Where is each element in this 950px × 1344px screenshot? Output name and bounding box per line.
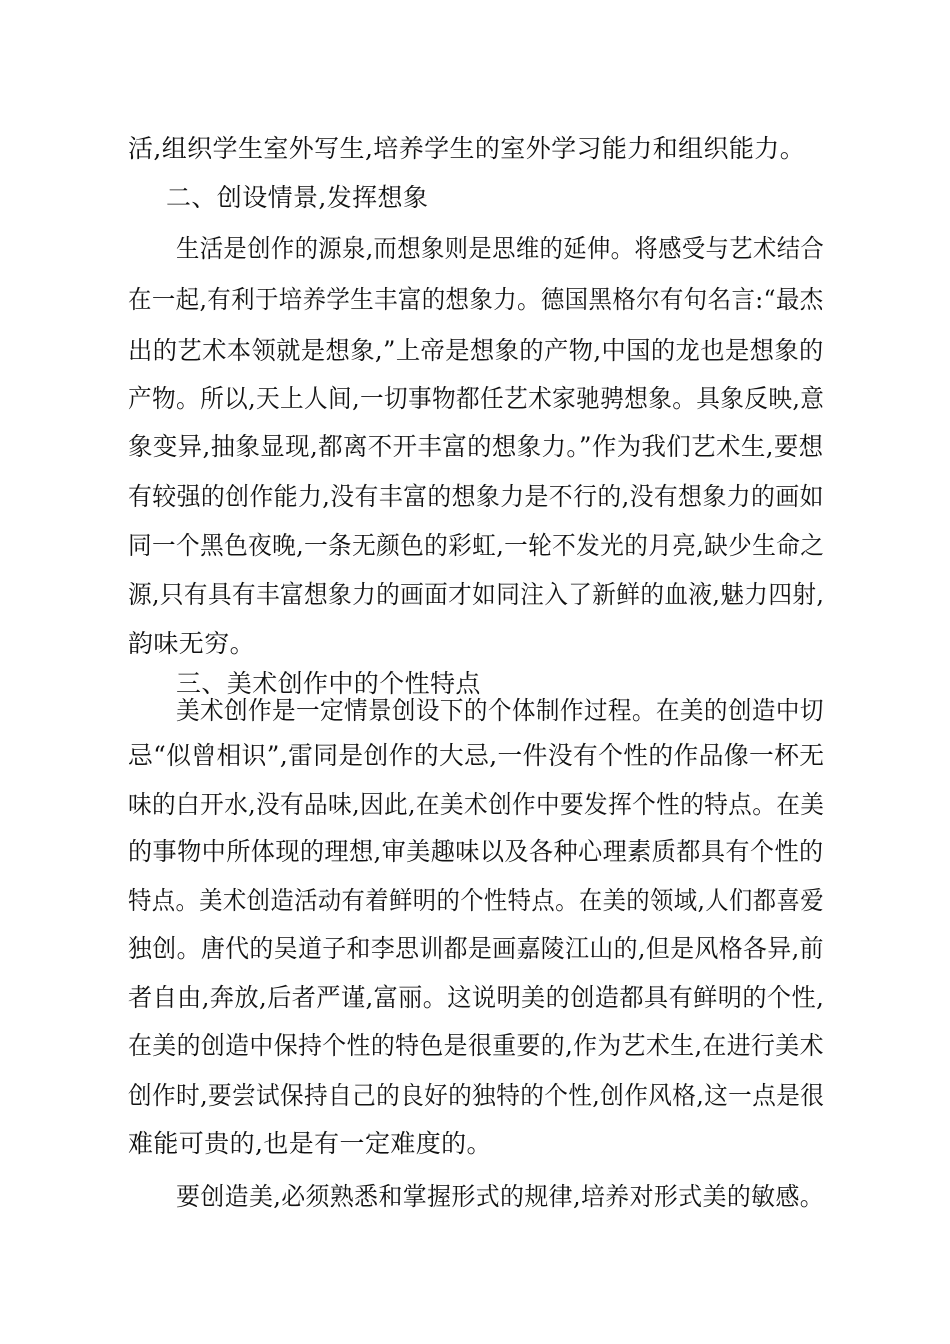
paragraph-line: 生活是创作的源泉,而想象则是思维的延伸。将感受与艺术结合	[176, 234, 825, 263]
paragraph-line: 的事物中所体现的理想,审美趣味以及各种心理素质都具有个性的	[128, 837, 824, 866]
paragraph-line: 独创。唐代的吴道子和李思训都是画嘉陵江山的,但是风格各异,前	[128, 934, 824, 963]
paragraph-line: 同一个黑色夜晚,一条无颜色的彩虹,一轮不发光的月亮,缺少生命之	[128, 531, 825, 560]
paragraph-line: 在美的创造中保持个性的特色是很重要的,作为艺术生,在进行美术	[128, 1031, 824, 1060]
paragraph-line: 特点。美术创造活动有着鲜明的个性特点。在美的领域,人们都喜爱	[128, 886, 824, 915]
paragraph-line: 者自由,奔放,后者严谨,富丽。这说明美的创造都具有鲜明的个性,	[128, 983, 825, 1012]
paragraph-line: 在一起,有利于培养学生丰富的想象力。德国黑格尔有句名言:“最杰	[128, 285, 824, 314]
section-heading-2: 二、创设情景,发挥想象	[166, 183, 429, 212]
paragraph-line: 美术创作是一定情景创设下的个体制作过程。在美的创造中切	[176, 696, 824, 725]
paragraph-line: 味的白开水,没有品味,因此,在美术创作中要发挥个性的特点。在美	[128, 790, 825, 819]
paragraph-line: 源,只有具有丰富想象力的画面才如同注入了新鲜的血液,魅力四射,	[128, 580, 825, 609]
paragraph-line: 忌“似曾相识”,雷同是创作的大忌,一件没有个性的作品像一杯无	[128, 741, 825, 770]
paragraph-line: 产物。所以,天上人间,一切事物都任艺术家驰骋想象。具象反映,意	[128, 384, 825, 413]
paragraph-line: 出的艺术本领就是想象,”上帝是想象的产物,中国的龙也是想象的	[128, 336, 824, 365]
paragraph-line: 象变异,抽象显现,都离不开丰富的想象力。”作为我们艺术生,要想	[128, 432, 824, 461]
paragraph-line: 难能可贵的,也是有一定难度的。	[128, 1129, 492, 1158]
paragraph-line: 创作时,要尝试保持自己的良好的独特的个性,创作风格,这一点是很	[128, 1081, 825, 1110]
paragraph-line: 活,组织学生室外写生,培养学生的室外学习能力和组织能力。	[128, 134, 806, 163]
section-heading-3: 三、美术创作中的个性特点	[176, 669, 481, 698]
paragraph-line: 有较强的创作能力,没有丰富的想象力是不行的,没有想象力的画如	[128, 482, 824, 511]
paragraph-line: 要创造美,必须熟悉和掌握形式的规律,培养对形式美的敏感。	[176, 1182, 825, 1211]
paragraph-line: 韵味无穷。	[128, 629, 256, 658]
